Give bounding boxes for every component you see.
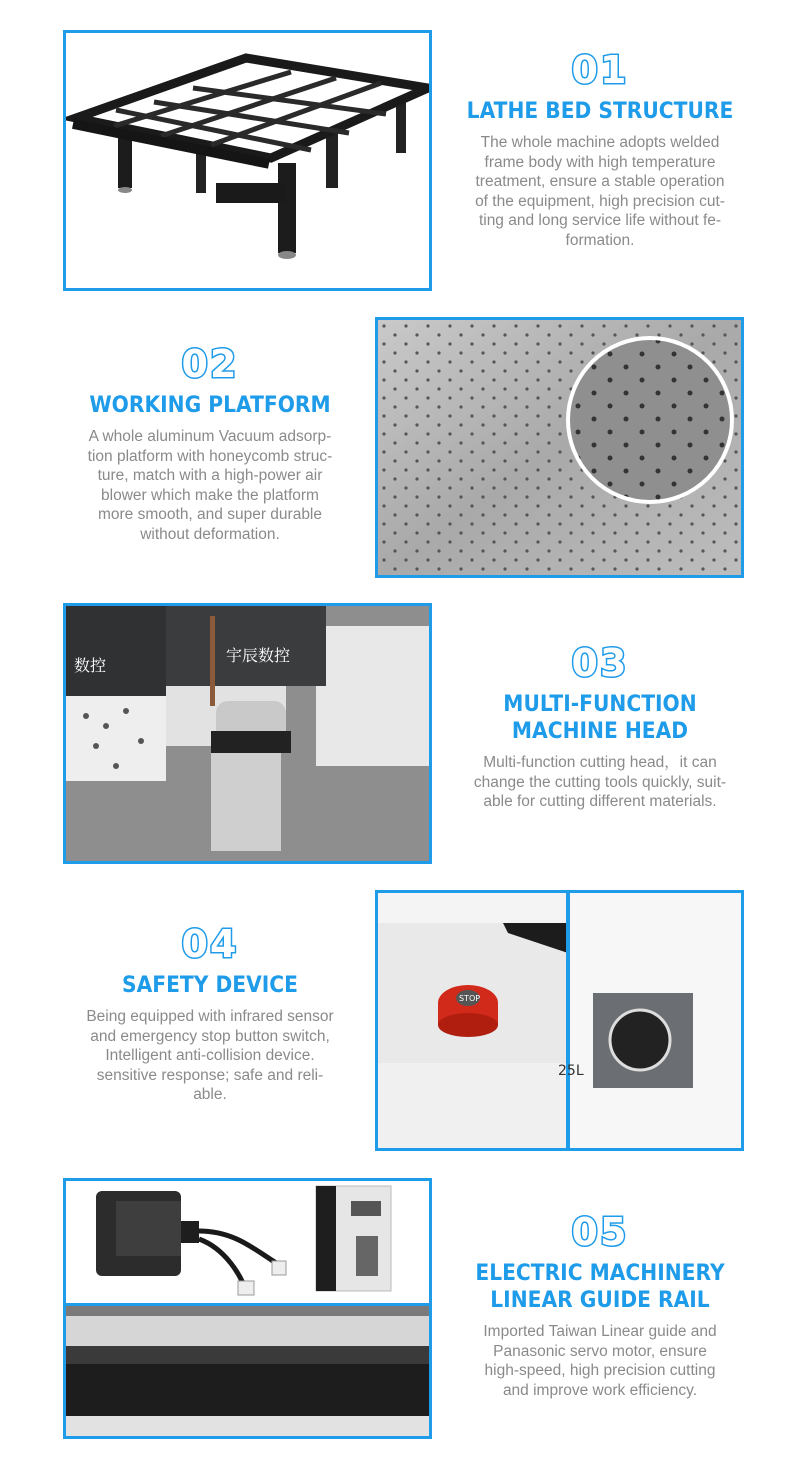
section-02-description: A whole aluminum Vacuum adsorp- tion platform with honeycomb struc- ture, match with a high-power air blower which make the platform more smooth, and super durable without deformation. — [87, 428, 333, 543]
section-05-text — [440, 1210, 760, 1400]
stop-button-label: STOP — [459, 994, 481, 1003]
section-03-text — [440, 641, 760, 812]
section-02-title: WORKING PLATFORM — [89, 393, 331, 418]
section-04-number: 04 — [181, 922, 239, 966]
section-01-number: 01 — [571, 48, 629, 92]
section-01-description: The whole machine adopts welded frame body with high temperature treatment, ensure a stable operation of the equipment, high precision cut- ting and long service life without fe- formation. — [475, 134, 725, 249]
machine-head-icon — [66, 606, 429, 861]
head-label-chinese: 宇辰数控 — [226, 646, 291, 665]
section-03-description: Multi-function cutting head，it can change the cutting tools quickly, suit- able for cutting different materials. — [473, 754, 727, 810]
section-01-text — [440, 48, 760, 250]
section-03-title: MULTI-FUNCTION MACHINE HEAD — [503, 692, 697, 744]
machine-head-image — [63, 603, 432, 864]
section-02-number: 02 — [181, 342, 239, 386]
section-05-number: 05 — [571, 1210, 629, 1254]
machine-bed-frame-icon — [66, 33, 429, 288]
machine-model-label: 25L — [558, 1063, 584, 1079]
servo-motor-image — [63, 1178, 432, 1439]
section-04-title: SAFETY DEVICE — [122, 973, 298, 998]
emergency-stop-icon — [378, 893, 741, 1148]
section-02-text — [50, 342, 370, 544]
section-04-description: Being equipped with infrared sensor and emergency stop button switch, Intelligent anti-collision device. sensitive response; safe and reli- able. — [86, 1008, 334, 1103]
section-05-description: Imported Taiwan Linear guide and Panasonic servo motor, ensure high-speed, high precision cutting and improve work efficiency. — [483, 1323, 717, 1399]
section-05-title: ELECTRIC MACHINERY LINEAR GUIDE RAIL — [475, 1261, 725, 1313]
lathe-bed-image — [63, 30, 432, 291]
working-platform-image — [375, 317, 744, 578]
head-label-chinese-2: 数控 — [74, 656, 107, 675]
servo-motor-icon — [66, 1181, 429, 1436]
vacuum-platform-icon — [378, 320, 741, 575]
safety-device-image — [375, 890, 744, 1151]
section-03-number: 03 — [571, 641, 629, 685]
section-04-text — [50, 922, 370, 1105]
section-01-title: LATHE BED STRUCTURE — [466, 99, 734, 124]
